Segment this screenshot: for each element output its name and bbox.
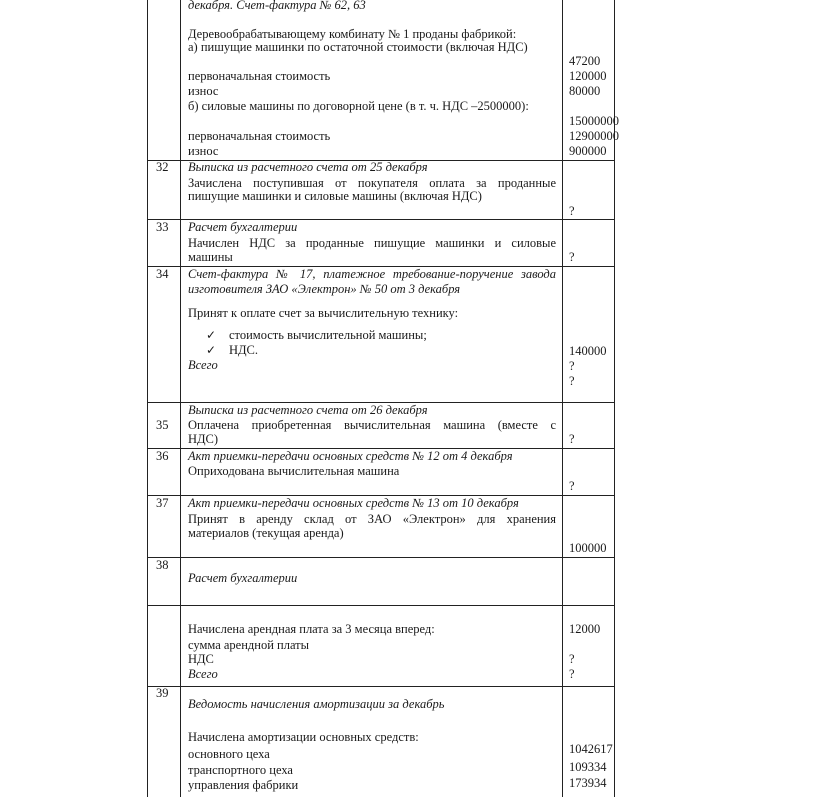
row-text: Зачислена поступившая от покупателя оплата за проданные [188,176,556,190]
amount-value: ? [569,374,575,388]
row-number: 39 [156,686,169,700]
row-text: Оплачена приобретенная вычислительная машина (вместе с [188,418,556,432]
row-number: 34 [156,267,169,281]
row-number: 35 [156,418,169,432]
total-label: Всего [188,667,218,681]
row-title: Выписка из расчетного счета от 26 декабря [188,403,428,417]
row-title: Выписка из расчетного счета от 25 декабря [188,160,428,174]
row-title: Ведомость начисления амортизации за декабрь [188,697,445,711]
row-text: Начислен НДС за проданные пишущие машинки и силовые [188,236,556,250]
row-number: 36 [156,449,169,463]
row-text: первоначальная стоимость [188,69,331,83]
row-text: Начислена амортизации основных средств: [188,730,419,744]
row-text: износ [188,144,219,158]
checkmark-icon: ✓ [206,343,217,357]
amount-value: 80000 [569,84,601,98]
row-text: Оприходована вычислительная машина [188,464,400,478]
table-border-number-col [180,0,181,797]
amount-value: 120000 [569,69,607,83]
amount-value: 15000000 [569,114,619,128]
row-text: НДС. [229,343,259,357]
amount-value: ? [569,359,575,373]
row-text: управления фабрики [188,778,299,792]
row-title: Расчет бухгалтерии [188,571,298,585]
total-label: Всего [188,358,218,372]
row-text: пишущие машинки и силовые машины (включая НДС) [188,189,482,203]
amount-value: 12000 [569,622,601,636]
amount-value: 109334 [569,760,607,774]
row-text: транспортного цеха [188,763,293,777]
row-text: первоначальная стоимость [188,129,331,143]
amount-value: ? [569,667,575,681]
row-text: износ [188,84,219,98]
amount-value: ? [569,479,575,493]
row-text: Деревообрабатывающему комбинату № 1 проданы фабрикой: [188,27,517,41]
table-border-amount-col [562,0,563,797]
row-title: декабря. Счет-фактура № 62, 63 [188,0,366,12]
row-number: 37 [156,496,169,510]
row-text: материалов (текущая аренда) [188,526,344,540]
row-text: НДС) [188,432,219,446]
row-title: Акт приемки-передачи основных средств № 12 от 4 декабря [188,449,513,463]
row-title: Счет-фактура № 17, платежное требование-поручение завода [188,267,556,281]
amount-value: 47200 [569,54,601,68]
row-number: 32 [156,160,169,174]
row-title: изготовителя ЗАО «Электрон» № 50 от 3 декабря [188,282,461,296]
row-title: Расчет бухгалтерии [188,220,298,234]
row-text: Принят к оплате счет за вычислительную технику: [188,306,459,320]
table-border-left [147,0,148,797]
amount-value: 12900000 [569,129,619,143]
row-text: б) силовые машины по договорной цене (в т. ч. НДС –2500000): [188,99,529,113]
amount-value: 900000 [569,144,607,158]
row-text: а) пишущие машинки по остаточной стоимости (включая НДС) [188,40,528,54]
row-text: машины [188,250,233,264]
amount-value: ? [569,432,575,446]
row-text: Начислена арендная плата за 3 месяца вперед: [188,622,435,636]
row-text: стоимость вычислительной машины; [229,328,427,342]
row-text: НДС [188,652,214,666]
row-number: 38 [156,558,169,572]
amount-value: ? [569,250,575,264]
amount-value: ? [569,652,575,666]
row-number: 33 [156,220,169,234]
row-text: сумма арендной платы [188,638,310,652]
amount-value: 140000 [569,344,607,358]
row-divider [147,605,614,606]
amount-value: 100000 [569,541,607,555]
row-text: Принят в аренду склад от ЗАО «Электрон» для хранения [188,512,556,526]
row-divider [147,557,614,558]
amount-value: 173934 [569,776,607,790]
row-title: Акт приемки-передачи основных средств № 13 от 10 декабря [188,496,519,510]
row-divider [147,686,614,687]
amount-value: ? [569,204,575,218]
amount-value: 1042617 [569,742,613,756]
row-text: основного цеха [188,747,270,761]
checkmark-icon: ✓ [206,328,217,342]
